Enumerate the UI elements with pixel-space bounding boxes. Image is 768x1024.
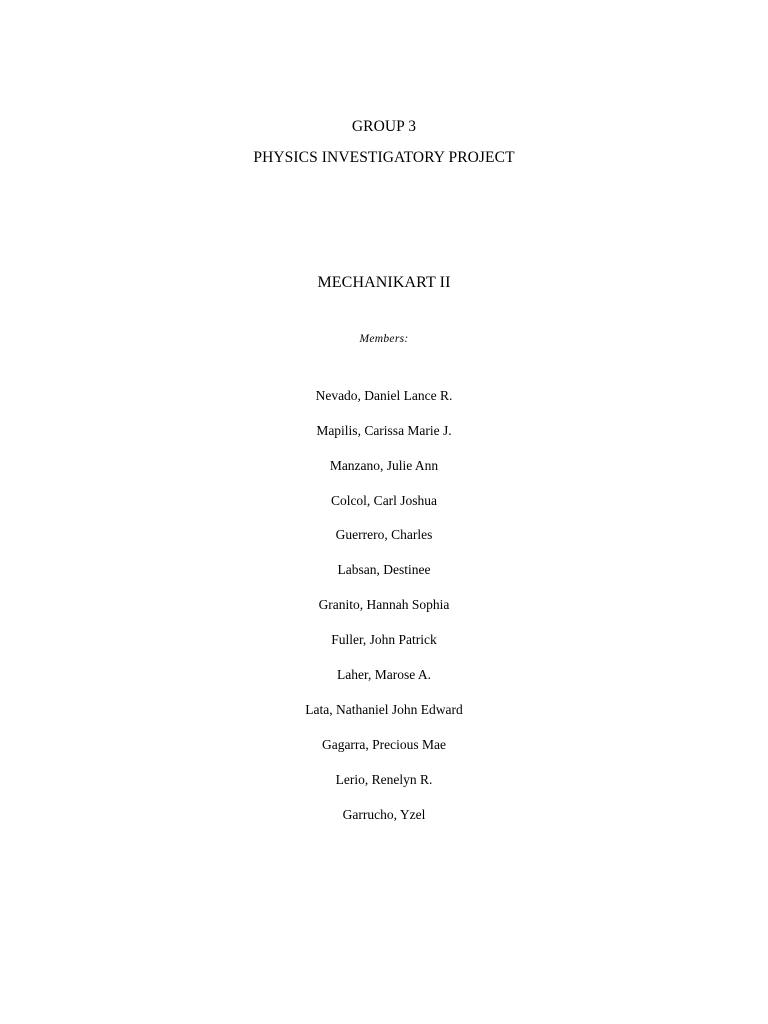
members-label: Members: <box>359 333 409 345</box>
member-name: Manzano, Julie Ann <box>329 458 439 473</box>
group-title: GROUP 3 <box>351 118 417 135</box>
member-name: Labsan, Destinee <box>337 562 431 577</box>
member-name: Granito, Hannah Sophia <box>318 597 450 612</box>
member-name: Fuller, John Patrick <box>331 632 437 647</box>
member-name: Mapilis, Carissa Marie J. <box>316 423 452 438</box>
member-name: Guerrero, Charles <box>335 527 433 542</box>
member-name: Lerio, Renelyn R. <box>335 772 433 787</box>
member-name: Gagarra, Precious Mae <box>321 737 447 752</box>
member-name: Lata, Nathaniel John Edward <box>305 702 463 717</box>
project-title: PHYSICS INVESTIGATORY PROJECT <box>253 149 515 166</box>
member-name: Laher, Marose A. <box>337 667 431 682</box>
member-name: Garrucho, Yzel <box>342 807 426 822</box>
member-name: Colcol, Carl Joshua <box>330 493 438 508</box>
member-name: Nevado, Daniel Lance R. <box>315 388 453 403</box>
kart-title: MECHANIKART II <box>317 274 451 291</box>
